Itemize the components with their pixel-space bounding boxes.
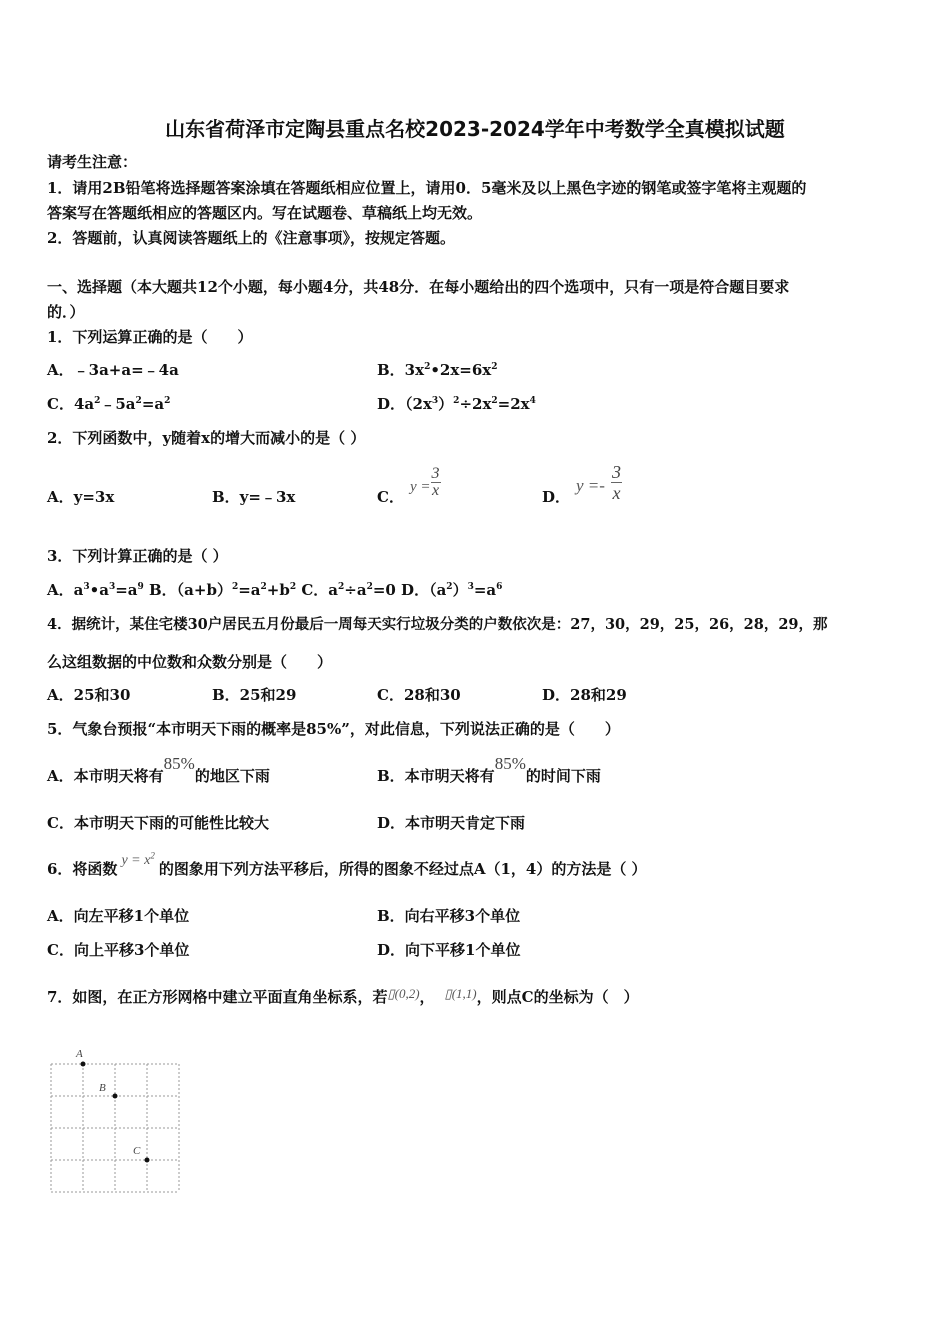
q1-option-a: A．﹣3a+a=﹣4a [47, 361, 179, 379]
q6-option-b: B．向右平移3个单位 [377, 907, 521, 925]
label-b: B [99, 1082, 106, 1094]
q2-stem: 2．下列函数中，y随着x的增大而减小的是（ ） [47, 429, 366, 447]
q5-option-c: C．本市明天下雨的可能性比较大 [47, 814, 269, 832]
point-b [113, 1094, 118, 1099]
q4-option-d: D．28和29 [542, 686, 627, 704]
notice-line-3: 2．答题前，认真阅读答题纸上的《注意事项》，按规定答题。 [47, 229, 455, 247]
q6-function: $y = x^2$ [121, 850, 155, 868]
q4-option-b: B．25和29 [212, 686, 297, 704]
notice-line-1: 1．请用2B铅笔将选择题答案涂填在答题纸相应位置上，请用0．5毫米及以上黑色字迹的钢笔或签字笔将主观题的 [47, 179, 807, 197]
q3-options: A．$a^3•a^3=a^9$ B．$(a+b)^2=a^2+b^2$ C．$a^2\div a^2=0$ D．$(a^2)^3=a^6$ [47, 581, 503, 599]
q5-stem: 5．气象台预报“本市明天下雨的概率是85%”，对此信息，下列说法正确的是（ ） [47, 720, 620, 738]
q7-grid-figure [46, 1044, 186, 1196]
label-c: C [133, 1145, 141, 1157]
q6-option-c: C．向上平移3个单位 [47, 941, 190, 959]
q4-stem-2: 么这组数据的中位数和众数分别是（ ） [47, 653, 333, 671]
q6-option-a: A．向左平移1个单位 [47, 907, 190, 925]
notice-line-2: 答案写在答题纸相应的答题区内。写在试题卷、草稿纸上均无效。 [47, 204, 483, 222]
q6-stem: 6．将函数 $y = x^2$的图象用下列方法平移后，所得的图象不经过点A（1，4）的方法是（ ） [47, 850, 647, 878]
q1-option-c: C．$4a^2﹣5a^2=a^2$ [47, 395, 171, 413]
q2-option-a: A．y=3x [47, 488, 115, 506]
q3-stem: 3．下列计算正确的是（ ） [47, 547, 228, 565]
q1-option-b: B．$3x^2•2x=6x^2$ [377, 361, 498, 379]
q7-stem: 7．如图，在正方形网格中建立平面直角坐标系，若▯(0,2)， ▯(1,1)，则点C的坐标为（ ） [47, 986, 639, 1006]
section-heading-2: 的．） [47, 303, 85, 321]
label-a: A [76, 1048, 83, 1060]
q7-coord-b: ▯(1,1) [444, 986, 477, 1001]
q5-option-b: B．本市明天将有85%的时间下雨 [377, 754, 601, 785]
point-c [145, 1158, 150, 1163]
q5-option-d: D．本市明天肯定下雨 [377, 814, 526, 832]
q2-option-b: B．y=﹣3x [212, 488, 296, 506]
section-heading-1: 一、选择题（本大题共12个小题，每小题4分，共48分．在每小题给出的四个选项中，只有一项是符合题目要求 [47, 278, 790, 296]
q2-option-c: C． [377, 488, 404, 506]
q1-option-d: D．$(2x^3)^2\div 2x^2=2x^4$ [377, 395, 536, 413]
q1-stem: 1．下列运算正确的是（ ） [47, 328, 253, 346]
q5-option-a: A．本市明天将有85%的地区下雨 [47, 754, 270, 785]
q2-option-d: D． [542, 488, 571, 506]
q4-stem-1: 4．据统计，某住宅楼30户居民五月份最后一周每天实行垃圾分类的户数依次是：27，30，29，25，26，28，29，那 [47, 616, 828, 633]
notice-heading: 请考生注意： [47, 153, 138, 171]
q4-option-a: A．25和30 [47, 686, 131, 704]
q4-option-c: C．28和30 [377, 686, 461, 704]
page-title: 山东省荷泽市定陶县重点名校2023-2024学年中考数学全真模拟试题 [165, 117, 785, 141]
q2-option-d-formula: y =- $\frac{3}{x}$ [576, 462, 621, 503]
point-a [81, 1062, 86, 1067]
q7-coord-a: ▯(0,2) [387, 986, 420, 1001]
grid-lines [51, 1064, 179, 1192]
q6-option-d: D．向下平移1个单位 [377, 941, 521, 959]
q2-option-c-formula: y = $\frac{3}{x}$ [410, 465, 440, 499]
